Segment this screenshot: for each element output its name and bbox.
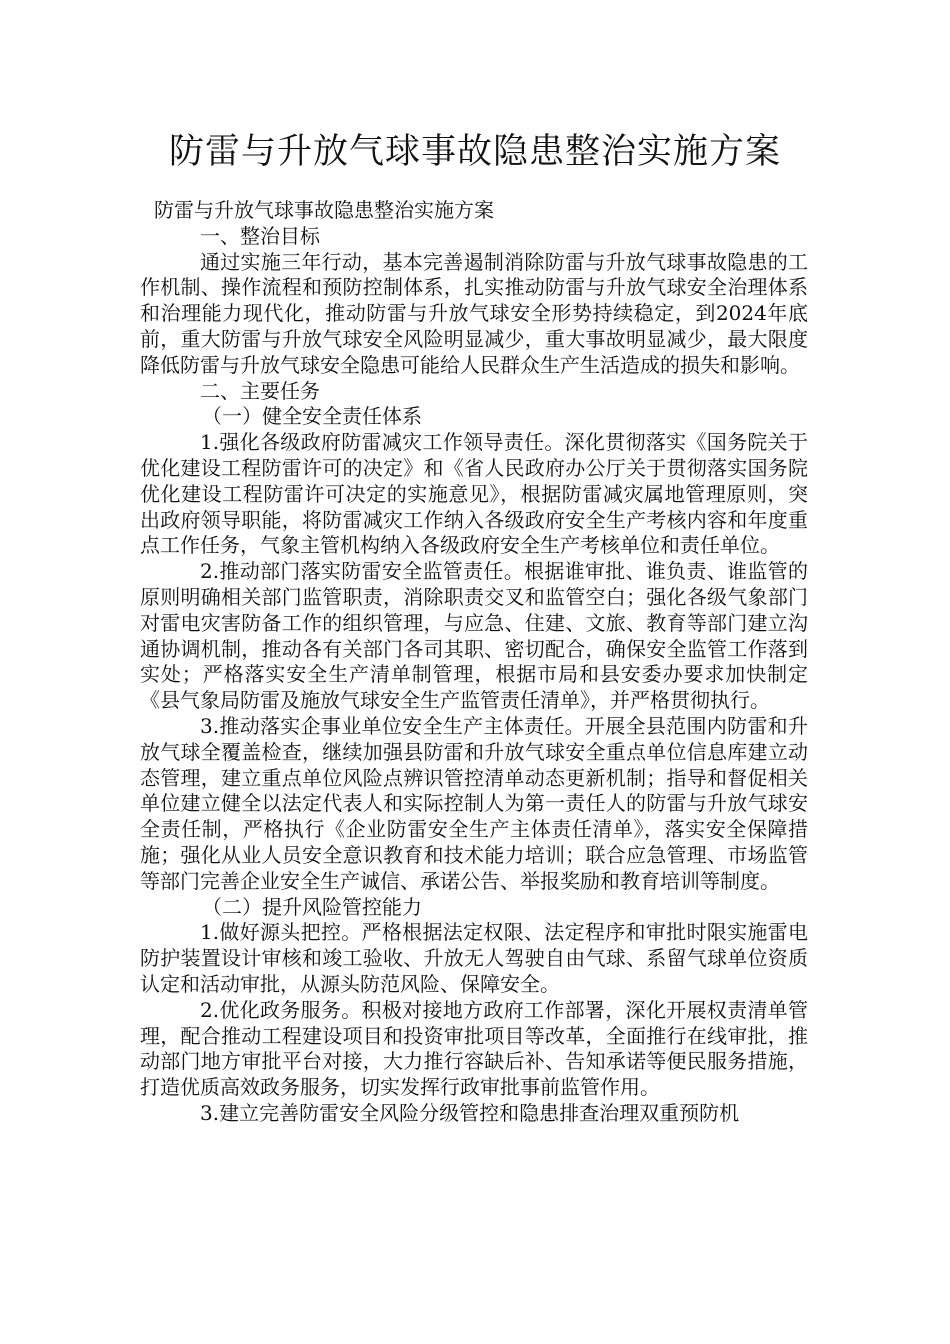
paragraph: 3.建立完善防雷安全风险分级管控和隐患排查治理双重预防机 — [200, 1100, 740, 1125]
subsection-heading-risk-control: （二）提升风险管控能力 — [202, 894, 422, 919]
paragraph: 2.推动部门落实防雷安全监管责任。根据谁审批、谁负责、谁监管的原则明确相关部门监管职责，消除职责交叉和监管空白；强化各级气象部门对雷电灾害防备工作的组织管理，与应急、住建、文旅、教育等部门建立沟通协调机制，推动各有关部门各司其职、密切配合，确保安全监管工作落到实处；严格落实安全生产清单制管理，根据市局和县安委办要求加快制定《县气象局防雷及施放气球安全生产监管责任清单》，并严格贯彻执行。 — [140, 559, 808, 713]
section-heading-goals: 一、整治目标 — [200, 223, 320, 248]
document-body — [140, 198, 808, 1127]
document-subtitle: 防雷与升放气球事故隐患整治实施方案 — [154, 198, 494, 222]
paragraph: 3.推动落实企事业单位安全生产主体责任。开展全县范围内防雷和升放气球全覆盖检查，继续加强县防雷和升放气球安全重点单位信息库建立动态管理，建立重点单位风险点辨识管控清单动态更新机制；指导和督促相关单位建立健全以法定代表人和实际控制人为第一责任人的防雷与升放气球安全责任制，严格执行《企业防雷安全生产主体责任清单》，落实安全保障措施；强化从业人员安全意识教育和技术能力培训；联合应急管理、市场监管等部门完善企业安全生产诚信、承诺公告、举报奖励和教育培训等制度。 — [140, 713, 808, 893]
paragraph: 通过实施三年行动，基本完善遏制消除防雷与升放气球事故隐患的工作机制、操作流程和预防控制体系，扎实推动防雷与升放气球安全治理体系和治理能力现代化，推动防雷与升放气球安全形势持续稳定，到2024年底前，重大防雷与升放气球安全风险明显减少，重大事故明显减少，最大限度降低防雷与升放气球安全隐患可能给人民群众生产生活造成的损失和影响。 — [140, 249, 808, 377]
section-heading-tasks: 二、主要任务 — [200, 378, 320, 403]
paragraph: 2.优化政务服务。积极对接地方政府工作部署，深化开展权责清单管理，配合推动工程建设项目和投资审批项目等改革，全面推行在线审批，推动部门地方审批平台对接，大力推行容缺后补、告知承诺等便民服务措施，打造优质高效政务服务，切实发挥行政审批事前监管作用。 — [140, 997, 808, 1100]
paragraph: 1.强化各级政府防雷减灾工作领导责任。深化贯彻落实《国务院关于优化建设工程防雷许可的决定》和《省人民政府办公厅关于贯彻落实国务院优化建设工程防雷许可决定的实施意见》，根据防雷减灾属地管理原则，突出政府领导职能，将防雷减灾工作纳入各级政府安全生产考核内容和年度重点工作任务，气象主管机构纳入各级政府安全生产考核单位和责任单位。 — [140, 430, 808, 558]
document-title: 防雷与升放气球事故隐患整治实施方案 — [168, 132, 781, 172]
subsection-heading-responsibility: （一）健全安全责任体系 — [202, 404, 422, 429]
paragraph: 1.做好源头把控。严格根据法定权限、法定程序和审批时限实施雷电防护装置设计审核和竣工验收、升放无人驾驶自由气球、系留气球单位资质认定和活动审批，从源头防范风险、保障安全。 — [140, 920, 808, 996]
